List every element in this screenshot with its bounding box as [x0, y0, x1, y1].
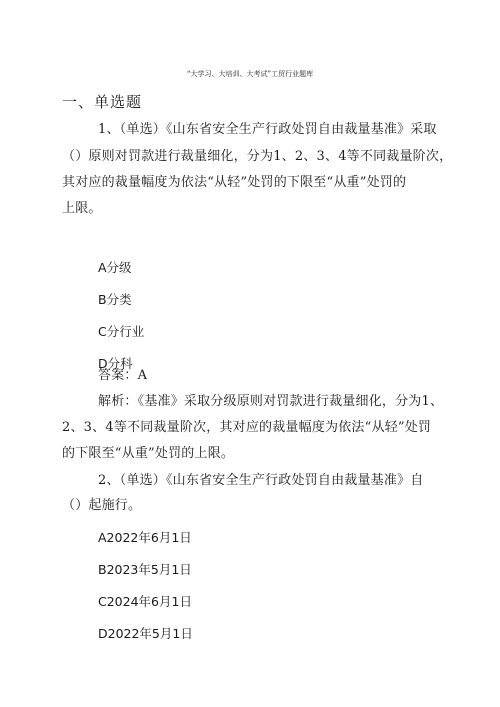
- question-2-option-b: B2023年5月1日: [98, 562, 192, 577]
- question-2-stem-line-2: （）起施行。: [62, 498, 142, 513]
- document-title: “大学习、大培训、大考试”工贸行业题库: [186, 70, 314, 78]
- question-2-stem-line-1: 2、（单选）《山东省安全生产行政处罚自由裁量基准》自: [98, 473, 424, 488]
- question-2-option-d: D2022年5月1日: [98, 626, 193, 641]
- question-1-explanation-line-3: 的下限至“从重”处罚的上限。: [62, 446, 235, 461]
- question-1-explanation-line-1: 解析：《基准》采取分级原则对罚款进行裁量细化，分为1、: [98, 394, 444, 409]
- question-1-stem-line-2: （）原则对罚款进行裁量细化，分为1、2、3、4等不同裁量阶次，: [62, 149, 453, 164]
- question-2-option-c: C2024年6月1日: [98, 594, 192, 609]
- question-1-stem-line-3: 其对应的裁量幅度为依法“从轻”处罚的下限至“从重”处罚的: [62, 175, 407, 190]
- question-1-stem-line-4: 上限。: [62, 201, 102, 216]
- section-heading: 一、单选题: [62, 93, 143, 111]
- question-1-stem-line-1: 1、（单选）《山东省安全生产行政处罚自由裁量基准》采取: [98, 122, 437, 137]
- question-2-option-a: A2022年6月1日: [98, 530, 192, 545]
- question-1-explanation-line-2: 2、3、4等不同裁量阶次，其对应的裁量幅度为依法“从轻”处罚: [62, 420, 432, 435]
- question-1-option-b: B分类: [98, 292, 132, 307]
- question-1-option-c: C分行业: [98, 324, 145, 339]
- question-1-answer: 答案：A: [98, 368, 148, 383]
- question-1-option-d: D分科: [98, 356, 133, 371]
- question-1-option-a: A分级: [98, 260, 132, 275]
